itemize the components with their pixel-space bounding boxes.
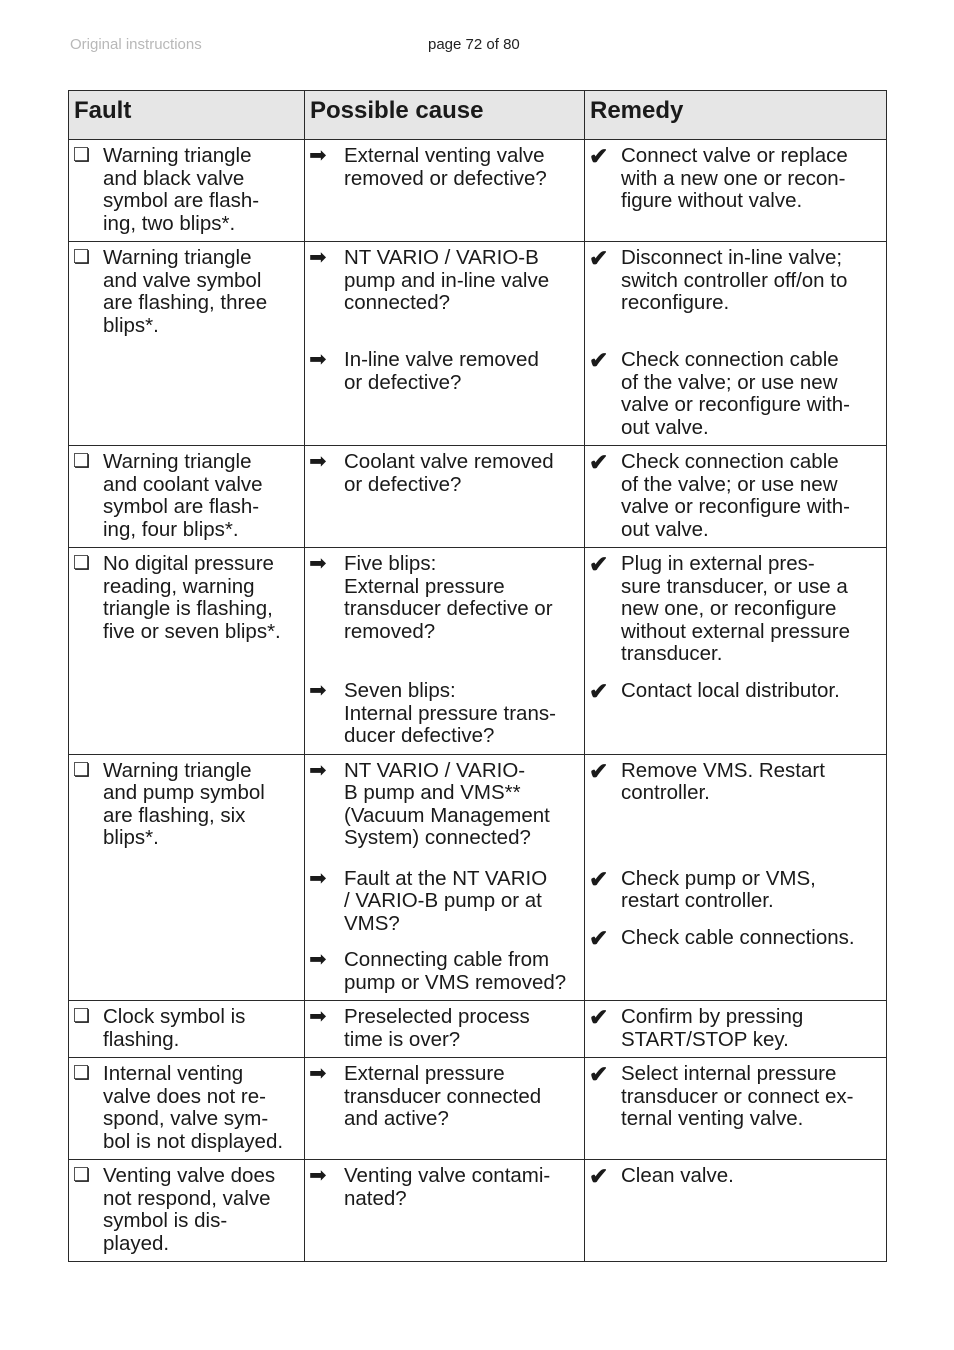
text-line: transducer connected <box>344 1084 542 1108</box>
page-number: page 72 of 80 <box>428 36 520 53</box>
checkmark-icon: ✔ <box>589 924 609 951</box>
checkmark-icon: ✔ <box>589 143 609 169</box>
table-row <box>69 1001 887 1058</box>
remedy-cell <box>585 140 887 242</box>
text-line: symbol are flash- <box>103 495 260 518</box>
text-line: with a new one or recon- <box>621 166 846 190</box>
cause-text <box>344 349 580 439</box>
column-header-possible-cause: Possible cause <box>305 91 585 140</box>
cause-item <box>309 1063 580 1151</box>
remedy-text <box>621 680 882 747</box>
table-row <box>69 754 887 1001</box>
cause-text <box>344 1063 580 1151</box>
checkmark-icon: ✔ <box>589 1061 609 1087</box>
text-line: spond, valve sym- <box>103 1107 269 1130</box>
troubleshooting-table <box>68 90 887 1262</box>
text-line: Connect valve or replace <box>621 144 848 167</box>
fault-text <box>103 1006 300 1051</box>
text-line: time is over? <box>344 1027 461 1051</box>
remedy-text <box>621 247 882 335</box>
text-line: are flashing, three <box>103 291 268 314</box>
arrow-right-icon: ➡ <box>309 1062 327 1085</box>
text-line: or defective? <box>344 370 462 394</box>
text-line: reconfigure. <box>621 291 730 314</box>
text-line: played. <box>103 1231 170 1255</box>
arrow-right-icon: ➡ <box>309 948 327 971</box>
text-line: ing, four blips*. <box>103 517 239 541</box>
checkbox-icon: ❏ <box>73 1063 91 1084</box>
fault-cell <box>69 754 305 1001</box>
text-line: / VARIO-B pump or at <box>344 889 542 912</box>
fault-text <box>103 247 300 337</box>
checkbox-icon: ❏ <box>73 1006 91 1027</box>
fault-item <box>73 1006 300 1051</box>
column-header-fault: Fault <box>69 91 305 140</box>
fault-cell <box>69 1058 305 1160</box>
table-row <box>69 140 887 242</box>
text-line: and valve symbol <box>103 268 262 292</box>
fault-item <box>73 760 300 850</box>
text-line: or defective? <box>344 472 462 496</box>
text-line: flashing. <box>103 1027 180 1051</box>
text-line: transducer or connect ex- <box>621 1084 854 1108</box>
cause-item <box>309 760 580 854</box>
text-line: Check pump or VMS, <box>621 866 816 890</box>
text-line: Clock symbol is <box>103 1005 246 1028</box>
fault-item <box>73 145 300 235</box>
text-line: ing, two blips*. <box>103 211 236 235</box>
remedy-item <box>589 451 882 541</box>
checkmark-icon: ✔ <box>589 757 609 784</box>
text-line: Coolant valve removed <box>344 450 554 473</box>
text-line: External pressure <box>344 574 505 598</box>
arrow-right-icon: ➡ <box>309 144 327 167</box>
text-line: transducer defective or <box>344 597 553 620</box>
checkbox-icon: ❏ <box>73 247 91 268</box>
text-line: Check connection cable <box>621 348 839 371</box>
text-line: and pump symbol <box>103 781 265 804</box>
text-line: removed or defective? <box>344 166 547 190</box>
text-line: and black valve <box>103 166 245 190</box>
remedy-item <box>589 680 882 747</box>
fault-cell <box>69 140 305 242</box>
table-row <box>69 446 887 548</box>
checkmark-icon: ✔ <box>589 678 609 704</box>
text-line: switch controller off/on to <box>621 268 848 292</box>
cause-item <box>309 868 580 936</box>
text-line: sure transducer, or use a <box>621 574 848 598</box>
remedy-cell <box>585 548 887 755</box>
remedy-item <box>589 865 882 913</box>
text-line: START/STOP key. <box>621 1027 789 1051</box>
arrow-right-icon: ➡ <box>309 246 327 269</box>
cause-item <box>309 247 580 335</box>
fault-item <box>73 1165 300 1255</box>
text-line: Disconnect in-line valve; <box>621 246 843 269</box>
remedy-item <box>589 757 882 854</box>
cause-item <box>309 349 580 439</box>
text-line: Warning triangle <box>103 758 252 782</box>
fault-item <box>73 451 300 541</box>
text-line: and coolant valve <box>103 472 263 496</box>
text-line: System) connected? <box>344 826 531 849</box>
fault-cell <box>69 446 305 548</box>
arrow-right-icon: ➡ <box>309 758 327 782</box>
remedy-cell <box>585 242 887 446</box>
text-line: Venting valve does <box>103 1164 276 1187</box>
text-line: NT VARIO / VARIO- <box>344 758 526 782</box>
table-body <box>69 140 887 1262</box>
remedy-item <box>589 1063 882 1151</box>
possible-cause-cell <box>305 1058 585 1160</box>
text-line: figure without valve. <box>621 189 803 212</box>
cause-text <box>344 680 580 748</box>
remedy-item <box>589 349 882 439</box>
text-line: Internal pressure trans- <box>344 701 556 725</box>
text-line: (Vacuum Management <box>344 803 550 827</box>
text-line: VMS? <box>344 911 400 935</box>
text-line: Remove VMS. Restart <box>621 758 825 782</box>
cause-text <box>344 868 580 936</box>
text-line: and active? <box>344 1107 449 1130</box>
arrow-right-icon: ➡ <box>309 552 327 575</box>
text-line: out valve. <box>621 415 709 439</box>
text-line: pump or VMS removed? <box>344 970 567 994</box>
text-line: are flashing, six <box>103 803 246 827</box>
possible-cause-cell <box>305 548 585 755</box>
remedy-text <box>621 145 882 233</box>
column-header-remedy: Remedy <box>585 91 887 140</box>
text-line: reading, warning <box>103 574 255 598</box>
remedy-text <box>621 451 882 541</box>
remedy-cell <box>585 1160 887 1262</box>
text-line: Preselected process <box>344 1005 530 1028</box>
arrow-right-icon: ➡ <box>309 1005 327 1028</box>
cause-item <box>309 680 580 748</box>
document-label: Original instructions <box>70 36 202 53</box>
table-row <box>69 242 887 446</box>
arrow-right-icon: ➡ <box>309 450 327 473</box>
text-line: Contact local distributor. <box>621 679 840 702</box>
remedy-cell <box>585 754 887 1001</box>
fault-cell <box>69 1160 305 1262</box>
text-line: removed? <box>344 619 436 643</box>
cause-item <box>309 451 580 539</box>
cause-text <box>344 247 580 335</box>
fault-text <box>103 145 300 235</box>
cause-item <box>309 1006 580 1051</box>
arrow-right-icon: ➡ <box>309 679 327 702</box>
possible-cause-cell <box>305 140 585 242</box>
text-line: B pump and VMS** <box>344 781 521 804</box>
text-line: Warning triangle <box>103 450 252 473</box>
fault-text <box>103 1063 300 1153</box>
cause-item <box>309 949 580 994</box>
remedy-text <box>621 868 882 913</box>
cause-text <box>344 145 580 233</box>
remedy-text <box>621 1063 882 1151</box>
text-line: nated? <box>344 1186 407 1210</box>
remedy-text <box>621 760 882 854</box>
text-line: triangle is flashing, <box>103 597 273 620</box>
text-line: External venting valve <box>344 144 545 167</box>
cause-text <box>344 760 580 854</box>
fault-text <box>103 760 300 850</box>
table-row <box>69 1058 887 1160</box>
text-line: restart controller. <box>621 889 774 912</box>
text-line: Internal venting <box>103 1062 244 1085</box>
remedy-text <box>621 1006 882 1051</box>
text-line: out valve. <box>621 517 709 541</box>
remedy-item <box>589 247 882 335</box>
remedy-cell <box>585 1001 887 1058</box>
cause-item <box>309 553 580 666</box>
remedy-text <box>621 553 882 666</box>
text-line: Five blips: <box>344 552 437 575</box>
fault-cell <box>69 242 305 446</box>
checkmark-icon: ✔ <box>589 865 609 892</box>
text-line: valve does not re- <box>103 1084 266 1108</box>
cause-text <box>344 949 580 994</box>
text-line: blips*. <box>103 313 159 337</box>
cause-text <box>344 553 580 666</box>
text-line: NT VARIO / VARIO-B <box>344 246 539 269</box>
text-line: five or seven blips*. <box>103 619 281 643</box>
text-line: Check cable connections. <box>621 925 855 949</box>
fault-cell <box>69 1001 305 1058</box>
text-line: bol is not displayed. <box>103 1129 284 1153</box>
checkbox-icon: ❏ <box>73 759 91 781</box>
checkmark-icon: ✔ <box>589 245 609 271</box>
text-line: of the valve; or use new <box>621 370 838 394</box>
possible-cause-cell <box>305 1001 585 1058</box>
checkbox-icon: ❏ <box>73 451 91 472</box>
text-line: ternal venting valve. <box>621 1107 804 1130</box>
remedy-cell <box>585 1058 887 1160</box>
text-line: Confirm by pressing <box>621 1005 804 1028</box>
checkbox-icon: ❏ <box>73 145 91 166</box>
text-line: of the valve; or use new <box>621 472 838 496</box>
text-line: valve or reconfigure with- <box>621 393 851 416</box>
text-line: Seven blips: <box>344 679 456 702</box>
text-line: Select internal pressure <box>621 1062 837 1085</box>
text-line: No digital pressure <box>103 552 274 575</box>
text-line: symbol is dis- <box>103 1209 228 1232</box>
arrow-right-icon: ➡ <box>309 1164 327 1187</box>
text-line: Warning triangle <box>103 144 252 167</box>
arrow-right-icon: ➡ <box>309 348 327 371</box>
fault-text <box>103 451 300 541</box>
remedy-item <box>589 553 882 666</box>
text-line: pump and in-line valve <box>344 268 550 292</box>
possible-cause-cell <box>305 1160 585 1262</box>
text-line: symbol are flash- <box>103 189 260 212</box>
cause-item <box>309 1165 580 1253</box>
possible-cause-cell <box>305 446 585 548</box>
cause-text <box>344 1006 580 1051</box>
remedy-item <box>589 924 882 971</box>
cause-text <box>344 1165 580 1253</box>
table-header-row <box>69 91 887 140</box>
text-line: not respond, valve <box>103 1186 271 1210</box>
table-row <box>69 548 887 755</box>
cause-item <box>309 145 580 233</box>
text-line: Warning triangle <box>103 246 252 269</box>
checkbox-icon: ❏ <box>73 553 91 574</box>
text-line: Check connection cable <box>621 450 839 473</box>
text-line: valve or reconfigure with- <box>621 495 851 518</box>
fault-text <box>103 553 300 643</box>
checkmark-icon: ✔ <box>589 1004 609 1030</box>
checkmark-icon: ✔ <box>589 551 609 577</box>
text-line: transducer. <box>621 642 723 665</box>
text-line: Plug in external pres- <box>621 552 815 575</box>
text-line: External pressure <box>344 1062 505 1085</box>
text-line: Clean valve. <box>621 1164 734 1187</box>
remedy-item <box>589 1165 882 1253</box>
text-line: connected? <box>344 291 451 314</box>
text-line: blips*. <box>103 826 159 849</box>
possible-cause-cell <box>305 754 585 1001</box>
text-line: Fault at the NT VARIO <box>344 866 548 890</box>
checkbox-icon: ❏ <box>73 1165 91 1186</box>
text-line: new one, or reconfigure <box>621 597 837 620</box>
remedy-item <box>589 1006 882 1051</box>
fault-cell <box>69 548 305 755</box>
remedy-text <box>621 349 882 439</box>
text-line: Connecting cable from <box>344 948 550 971</box>
table-row <box>69 1160 887 1262</box>
checkmark-icon: ✔ <box>589 347 609 373</box>
text-line: Venting valve contami- <box>344 1164 551 1187</box>
fault-item <box>73 553 300 643</box>
text-line: ducer defective? <box>344 724 495 747</box>
text-line: controller. <box>621 781 710 804</box>
text-line: In-line valve removed <box>344 348 539 371</box>
remedy-text <box>621 1165 882 1253</box>
arrow-right-icon: ➡ <box>309 866 327 890</box>
text-line: without external pressure <box>621 619 851 643</box>
fault-text <box>103 1165 300 1255</box>
fault-item <box>73 247 300 337</box>
fault-item <box>73 1063 300 1153</box>
remedy-cell <box>585 446 887 548</box>
checkmark-icon: ✔ <box>589 449 609 475</box>
remedy-item <box>589 145 882 233</box>
cause-text <box>344 451 580 539</box>
checkmark-icon: ✔ <box>589 1163 609 1189</box>
possible-cause-cell <box>305 242 585 446</box>
remedy-text <box>621 927 882 971</box>
